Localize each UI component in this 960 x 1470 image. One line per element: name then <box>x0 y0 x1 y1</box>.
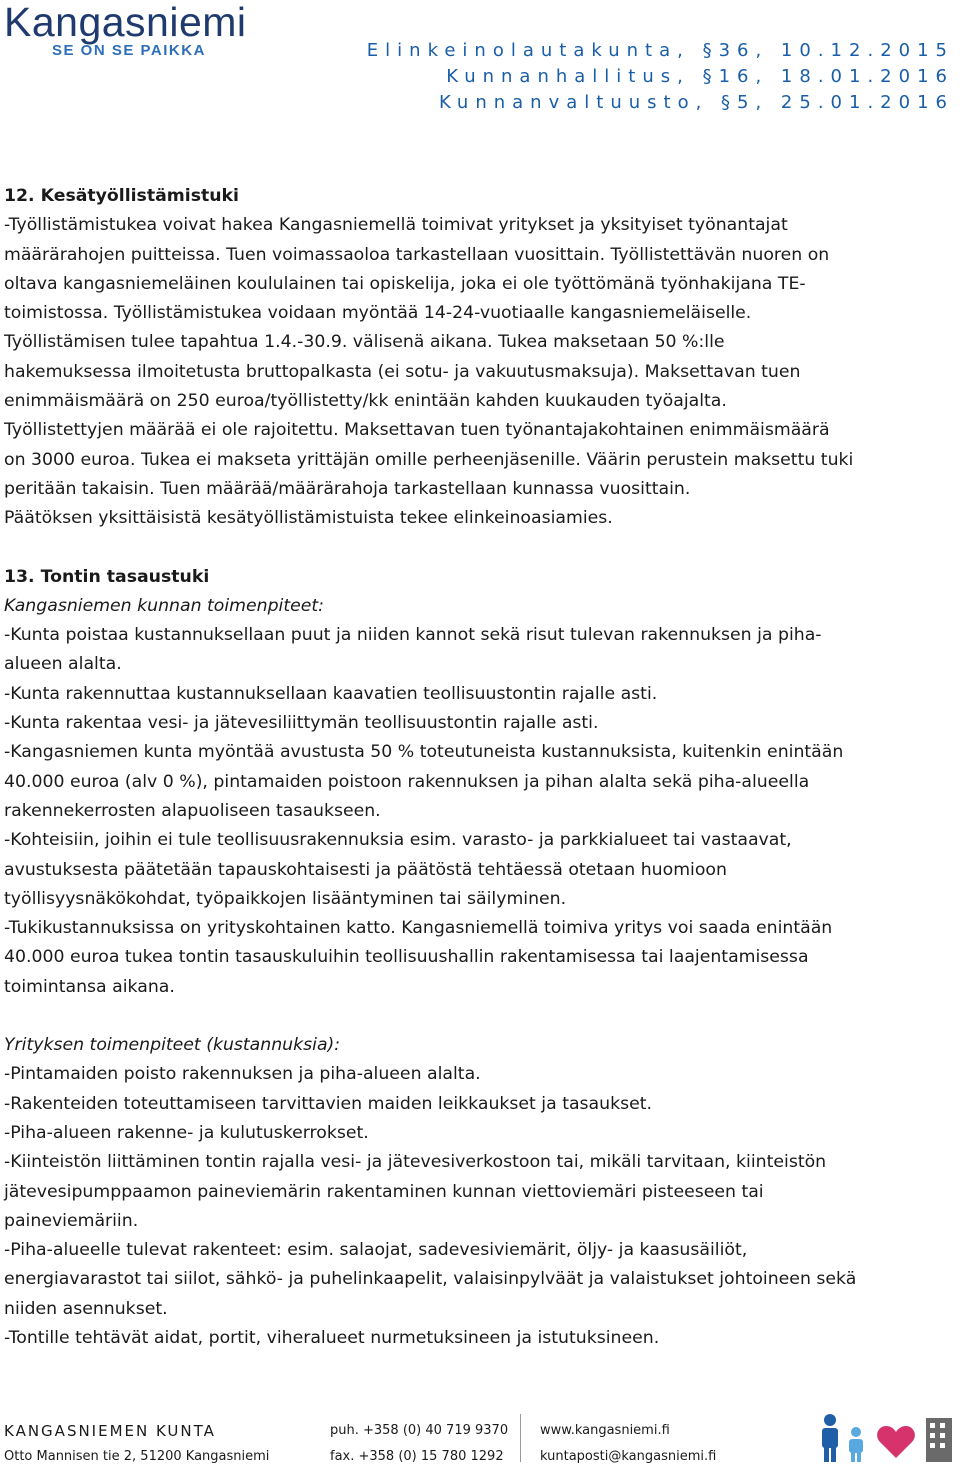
website-link[interactable]: www.kangasniemi.fi <box>540 1423 670 1438</box>
child-figure-icon <box>849 1427 863 1462</box>
building-icon <box>926 1418 952 1462</box>
meeting-reference: Kunnanhallitus, §16, 18.01.2016 <box>446 66 954 87</box>
document-body <box>4 182 958 1353</box>
text-line: 40.000 euroa tukea tontin tasauskuluihin teollisuushallin rakentamisessa tai laajentamisessa <box>4 947 809 968</box>
logo-tagline: SE ON SE PAIKKA <box>52 42 206 59</box>
text-line: 40.000 euroa (alv 0 %), pintamaiden poistoon rakennuksen ja pihan alalta sekä piha-alueella <box>4 771 810 792</box>
text-line: paineviemäriin. <box>4 1210 139 1231</box>
text-line: alueen alalta. <box>4 654 122 675</box>
text-line: -Tontille tehtävät aidat, portit, viheralueet nurmetuksineen ja istutuksineen. <box>4 1327 660 1348</box>
paragraph-gap <box>4 534 958 563</box>
org-name: KANGASNIEMEN KUNTA <box>4 1422 216 1440</box>
fax: fax. +358 (0) 15 780 1292 <box>330 1449 504 1464</box>
email-link[interactable]: kuntaposti@kangasniemi.fi <box>540 1449 717 1464</box>
text-line: niiden asennukset. <box>4 1298 168 1319</box>
text-line: hakemuksessa ilmoitetusta bruttopalkasta (ei sotu- ja vakuutusmaksuja). Maksettavan tuen <box>4 361 801 382</box>
text-line: työllisyysnäkökohdat, työpaikkojen lisääntyminen tai säilyminen. <box>4 888 567 909</box>
text-line: -Työllistämistukea voivat hakea Kangasniemellä toimivat yritykset ja yksityiset työnantajat <box>4 215 788 236</box>
meeting-reference: Elinkeinolautakunta, §36, 10.12.2015 <box>366 40 954 61</box>
text-line: energiavarastot tai siilot, sähkö- ja puhelinkaapelit, valaisinpylväät ja valaistukset johtoineen sekä <box>4 1269 857 1290</box>
adult-figure-icon <box>822 1414 838 1462</box>
text-line: on 3000 euroa. Tukea ei makseta yrittäjän omille perheenjäsenille. Väärin perustein maksettu tuki <box>4 449 854 470</box>
footer <box>4 1410 958 1466</box>
text-line: -Kohteisiin, joihin ei tule teollisuusrakennuksia esim. varasto- ja parkkialueet tai vastaavat, <box>4 830 792 851</box>
text-line: -Piha-alueelle tulevat rakenteet: esim. salaojat, sadevesiviemärit, öljy- ja kaasusäiliöt, <box>4 1240 748 1261</box>
text-line: -Tukikustannuksissa on yrityskohtainen katto. Kangasniemellä toimiva yritys voi saada enintään <box>4 918 833 939</box>
text-line: -Rakenteiden toteuttamiseen tarvittavien maiden leikkaukset ja tasaukset. <box>4 1093 653 1114</box>
text-line: jätevesipumppaamon paineviemärin rakentaminen kunnan viettoviemäri pisteeseen tai <box>4 1181 764 1202</box>
text-line: -Kunta rakentaa vesi- ja jätevesiliittymän teollisuustontin rajalle asti. <box>4 713 599 734</box>
heart-icon <box>877 1426 915 1458</box>
text-line: enimmäismäärä on 250 euroa/työllistetty/kk enintään kahden kuukauden työajalta. <box>4 391 727 412</box>
text-line: -Kiinteistön liittäminen tontin rajalla vesi- ja jätevesiverkostoon tai, mikäli tarvitaan, kiinteistön <box>4 1152 827 1173</box>
family-figures-icon <box>816 1412 956 1464</box>
text-line: peritään takaisin. Tuen määrää/määrärahoja tarkastellaan kunnassa vuosittain. <box>4 478 691 499</box>
footer-web-email <box>540 1418 716 1470</box>
footer-divider <box>520 1414 521 1462</box>
logo <box>4 0 247 59</box>
text-line: -Pintamaiden poisto rakennuksen ja piha-alueen alalta. <box>4 1064 481 1085</box>
logo-name: Kangasniemi <box>4 0 247 45</box>
text-line: Työllistettyjen määrää ei ole rajoitettu. Maksettavan tuen työnantajakohtainen enimmäismäärä <box>4 420 830 441</box>
address: Otto Mannisen tie 2, 51200 Kangasniemi <box>4 1449 270 1464</box>
text-line: määrärahojen puitteissa. Tuen voimassaoloa tarkastellaan vuosittain. Työllistettävän nuoren on <box>4 244 830 265</box>
text-line: -Kunta poistaa kustannuksellaan puut ja niiden kannot sekä risut tulevan rakennuksen ja piha- <box>4 625 822 646</box>
text-line: toimintansa aikana. <box>4 976 175 997</box>
text-line: avustuksesta päätetään tapauskohtaisesti ja päätöstä tehtäessä otetaan huomioon <box>4 859 727 880</box>
phone: puh. +358 (0) 40 719 9370 <box>330 1423 509 1438</box>
municipality-heading: Kangasniemen kunnan toimenpiteet: <box>4 595 324 616</box>
text-line: toimistossa. Työllistämistukea voidaan myöntää 14-24-vuotiaalle kangasniemeläiselle. <box>4 303 752 324</box>
footer-phone-fax <box>330 1418 508 1470</box>
section-12-title: 12. Kesätyöllistämistuki <box>4 186 239 206</box>
meeting-references <box>367 38 954 116</box>
meeting-reference: Kunnanvaltuusto, §5, 25.01.2016 <box>439 92 954 113</box>
text-line: Päätöksen yksittäisistä kesätyöllistämistuista tekee elinkeinoasiamies. <box>4 508 613 529</box>
section-13-title: 13. Tontin tasaustuki <box>4 566 210 587</box>
text-line: oltava kangasniemeläinen koululainen tai opiskelija, joka ei ole työttömänä työnhakijana TE- <box>4 273 806 294</box>
text-line: Työllistämisen tulee tapahtua 1.4.-30.9. välisenä aikana. Tukea maksetaan 50 %:lle <box>4 332 725 353</box>
text-line: -Kunta rakennuttaa kustannuksellaan kaavatien teollisuustontin rajalle asti. <box>4 683 658 704</box>
text-line: -Kangasniemen kunta myöntää avustusta 50 % toteutuneista kustannuksista, kuitenkin enintään <box>4 742 844 763</box>
footer-org <box>4 1418 269 1470</box>
company-heading: Yrityksen toimenpiteet (kustannuksia): <box>4 1035 341 1056</box>
text-line: rakennekerrosten alapuoliseen tasaukseen. <box>4 800 381 821</box>
paragraph-gap <box>4 1002 958 1031</box>
text-line: -Piha-alueen rakenne- ja kulutuskerrokset. <box>4 1122 369 1143</box>
